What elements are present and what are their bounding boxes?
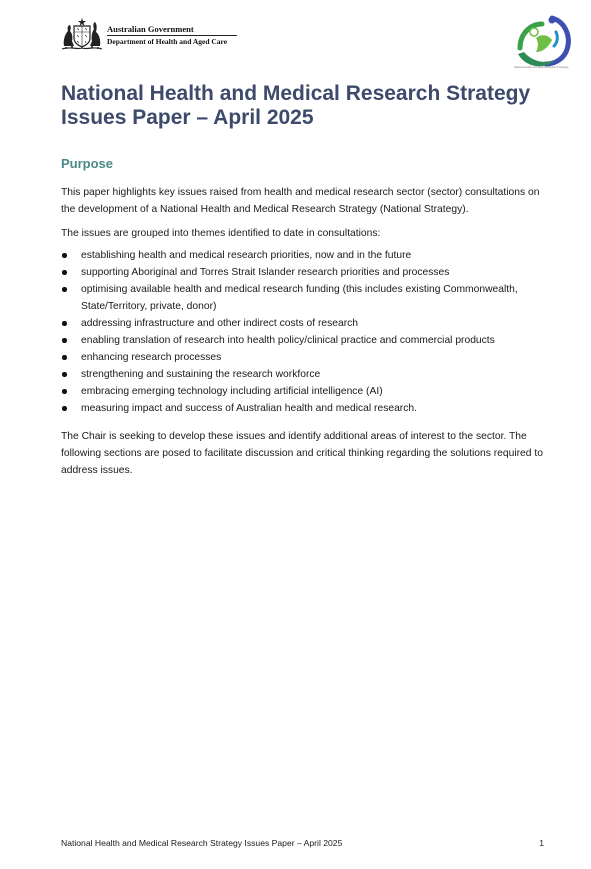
purpose-paragraph-3: The Chair is seeking to develop these issues and identify additional areas of interest to the sector. The following sections are posed to facilitate discussion and critical thinking regarding the solutions required to address issues.	[61, 431, 543, 476]
list-item: addressing infrastructure and other indirect costs of research	[61, 315, 551, 332]
purpose-paragraph-1: This paper highlights key issues raised from health and medical research sector (sector) consultations on the development of a National Health and Medical Research Strategy (National Strategy).	[61, 187, 540, 215]
section-heading-purpose: Purpose	[61, 156, 114, 171]
list-item: strengthening and sustaining the research workforce	[61, 366, 551, 383]
themes-list	[61, 247, 551, 417]
strategy-logo-caption: National Health and Medical Research Strategy	[514, 66, 569, 69]
purpose-paragraph-2: The issues are grouped into themes identified to date in consultations:	[61, 228, 381, 239]
coat-of-arms-icon	[60, 16, 104, 52]
government-name: Australian Government	[107, 24, 194, 34]
list-item: enabling translation of research into health policy/clinical practice and commercial products	[61, 332, 551, 349]
list-item: measuring impact and success of Australian health and medical research.	[61, 400, 551, 417]
title-line-2: Issues Paper – April 2025	[61, 106, 314, 129]
list-item: establishing health and medical research priorities, now and in the future	[61, 247, 551, 264]
list-item: enhancing research processes	[61, 349, 551, 366]
list-item: embracing emerging technology including artificial intelligence (AI)	[61, 383, 551, 400]
strategy-logo-icon	[512, 12, 574, 74]
page-number: 1	[539, 838, 544, 848]
list-item: optimising available health and medical research funding (this includes existing Commonwealth, State/Territory, private, donor)	[61, 281, 551, 315]
logo-divider	[107, 35, 237, 36]
page-title	[61, 82, 561, 130]
list-item: supporting Aboriginal and Torres Strait Islander research priorities and processes	[61, 264, 551, 281]
footer-title: National Health and Medical Research Strategy Issues Paper – April 2025	[61, 838, 343, 848]
department-name: Department of Health and Aged Care	[107, 36, 228, 46]
title-line-1: National Health and Medical Research Strategy	[61, 82, 531, 105]
australian-government-logo	[60, 16, 250, 52]
